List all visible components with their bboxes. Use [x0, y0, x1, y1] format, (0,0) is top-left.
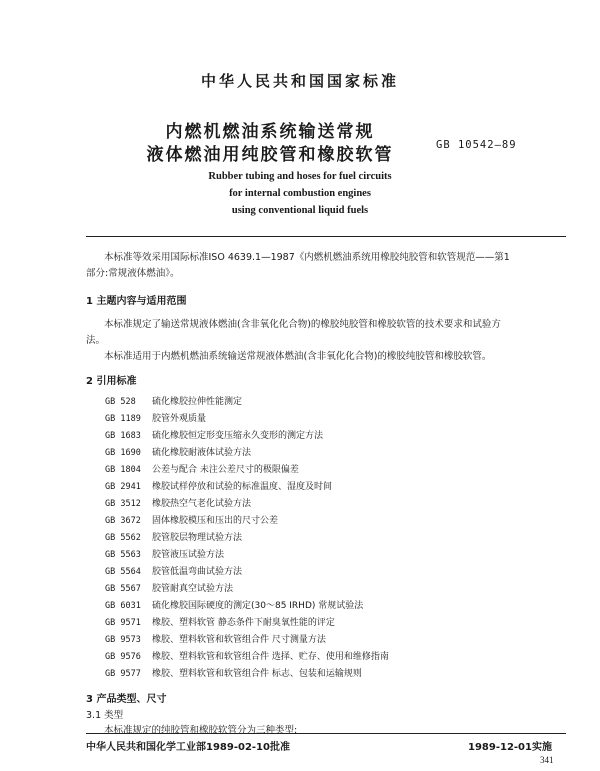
header-rule: [86, 236, 566, 237]
standard-item: [105, 445, 251, 458]
standard-title: 硫化橡胶耐液体试验方法: [152, 448, 252, 458]
standard-code: GB 9576: [105, 652, 141, 662]
standard-code: GB 9573: [105, 635, 141, 645]
standard-title: 硫化橡胶拉伸性能测定: [152, 397, 243, 407]
section3-sub-heading: 3.1 类型: [86, 710, 124, 721]
standard-title: 胶管胶层物理试验方法: [152, 533, 243, 543]
title-en-line2: for internal combustion engines: [229, 188, 371, 199]
section1-p1-line1: 本标准规定了输送常规液体燃油(含非氧化化合物)的橡胶纯胶管和橡胶软管的技术要求和试验方: [104, 319, 501, 330]
standard-item: [105, 666, 362, 679]
intro-line2: 部分:常规液体燃油》。: [86, 268, 180, 279]
standard-code: GB 2941: [105, 482, 141, 492]
standard-item: [105, 428, 323, 441]
section1-p1-line2: 法。: [86, 335, 106, 346]
standard-title: 固体橡胶模压和压出的尺寸公差: [152, 516, 279, 526]
section1-p2: 本标准适用于内燃机燃油系统输送常规液体燃油(含非氧化化合物)的橡胶纯胶管和橡胶软管。: [104, 351, 492, 362]
standard-code: GB 528: [105, 397, 136, 407]
standard-item: [105, 496, 251, 509]
section2-heading: 2 引用标准: [86, 376, 137, 387]
standard-title: 橡胶热空气老化试验方法: [152, 499, 252, 509]
standard-title: 胶管外观质量: [152, 414, 207, 424]
standard-title: 硫化橡胶恒定形变压缩永久变形的测定方法: [152, 431, 324, 441]
standard-item: [105, 632, 326, 645]
title-en-line3: using conventional liquid fuels: [231, 205, 369, 216]
standard-item: [105, 411, 206, 424]
national-standard-heading: 中华人民共和国国家标准: [200, 72, 399, 90]
standard-item: [105, 598, 363, 611]
section1-heading: 1 主题内容与适用范围: [86, 296, 187, 307]
standard-item: [105, 564, 242, 577]
standard-item: [105, 513, 278, 526]
standard-code: GB 5567: [105, 584, 141, 594]
standard-title: 胶管低温弯曲试验方法: [152, 567, 243, 577]
standard-code: GB 9571: [105, 618, 141, 628]
page-number: 341: [540, 755, 554, 765]
standard-item: [105, 581, 233, 594]
footer-rule: [86, 733, 566, 734]
standard-item: [105, 462, 299, 475]
standard-title: 硫化橡胶国际硬度的测定(30～85 IRHD) 常规试验法: [152, 601, 364, 611]
standard-code: GB 1804: [105, 465, 141, 475]
standard-title: 公差与配合 未注公差尺寸的极限偏差: [152, 465, 299, 475]
standard-title: 胶管耐真空试验方法: [152, 584, 234, 594]
title-en-line1: Rubber tubing and hoses for fuel circuits: [208, 171, 392, 182]
gb-number: GB 10542—89: [436, 139, 517, 151]
standard-code: GB 3672: [105, 516, 141, 526]
standard-code: GB 9577: [105, 669, 141, 679]
standard-code: GB 1690: [105, 448, 141, 458]
standard-code: GB 1189: [105, 414, 141, 424]
standard-code: GB 3512: [105, 499, 141, 509]
standard-title: 橡胶、塑料软管和软管组合件 尺寸测量方法: [152, 635, 326, 645]
implementation-date: 1989-12-01实施: [468, 742, 552, 753]
section3-heading: 3 产品类型、尺寸: [86, 694, 167, 705]
standard-title: 橡胶试样停放和试验的标准温度、湿度及时间: [152, 482, 333, 492]
section3-sub-text: 本标准规定的纯胶管和橡胶软管分为三种类型:: [104, 725, 298, 736]
approval-text: 中华人民共和国化学工业部1989-02-10批准: [86, 742, 290, 753]
standard-title: 橡胶、塑料软管 静态条件下耐臭氧性能的评定: [152, 618, 335, 628]
standard-code: GB 6031: [105, 601, 141, 611]
standard-item: [105, 649, 389, 662]
standard-item: [105, 530, 242, 543]
standard-code: GB 5562: [105, 533, 141, 543]
standard-code: GB 5563: [105, 550, 141, 560]
standard-title: 橡胶、塑料软管和软管组合件 标志、包装和运输规则: [152, 669, 362, 679]
title-cn-line2: 液体燃油用纯胶管和橡胶软管: [146, 145, 394, 165]
intro-line1: 本标准等效采用国际标准ISO 4639.1—1987《内燃机燃油系统用橡胶纯胶管和软管规范——第1: [104, 252, 510, 263]
standard-item: [105, 479, 332, 492]
standard-title: 橡胶、塑料软管和软管组合件 选择、贮存、使用和维修指南: [152, 652, 389, 662]
standard-code: GB 5564: [105, 567, 141, 577]
standard-item: [105, 615, 335, 628]
title-cn-line1: 内燃机燃油系统输送常规: [165, 122, 375, 142]
standard-item: [105, 547, 224, 560]
standard-code: GB 1683: [105, 431, 141, 441]
standard-item: [105, 394, 242, 407]
standard-title: 胶管液压试验方法: [152, 550, 225, 560]
